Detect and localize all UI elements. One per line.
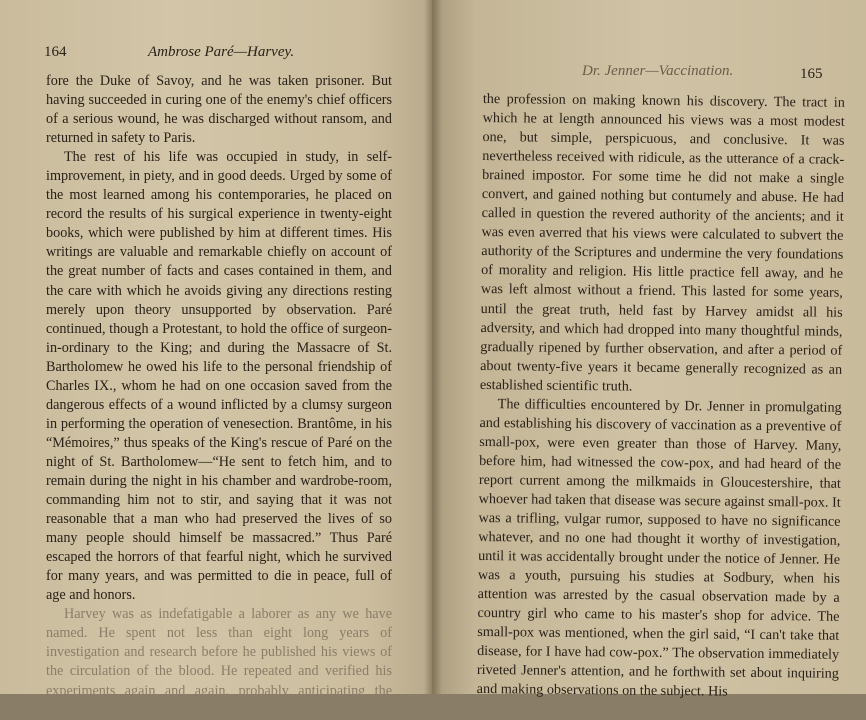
left-paragraph-2: The rest of his life was occupied in study, in self-improvement, in piety, and in good deeds. Urged by some of the most learned among his contemporaries, he placed on record the results of his surgical experience in twenty-eight books, which were published by him at different times. His writings are valuable and remarkable chiefly on account of the great number of facts and cases contained in them, and the care with which he avoids giving any directions resting merely upon theory unsupported by observation. Paré continued, though a Protestant, to hold the office of surgeon-in-ordinary to the King; and during the Massacre of St. Bartholomew he owed his life to the personal friendship of Charles IX., whom he had on one occasion saved from the dangerous effects of a wound inflicted by a clumsy surgeon in performing the operation of venesection. Brantôme, in his “Mémoires,” thus speaks of the King's rescue of Paré on the night of St. Bartholomew—“He sent to fetch him, and to remain during the night in his chamber and wardrobe-room, commanding him not to stir, and saying that it was not reasonable that a man who had preserved the lives of so many people should himself be massacred.” Thus Paré escaped the horrors of that fearful night, which he survived for many years, and was permitted to die in peace, full of age and honors. bbox=[46, 149, 392, 604]
right-page-body bbox=[477, 90, 845, 703]
left-paragraph-1: fore the Duke of Savoy, and he was taken prisoner. But having succeeded in curing one of the enemy's chief officers of a serious wound, he was discharged without ransom, and returned in safety to Paris. bbox=[46, 73, 392, 147]
left-running-title: Ambrose Paré—Harvey. bbox=[148, 44, 295, 60]
left-page bbox=[0, 0, 432, 718]
right-paragraph-2: The difficulties encountered by Dr. Jenner in promulgating and establishing his discovery of vaccination as a preventive of small-pox, were even greater than those of Harvey. Many, before him, had witnessed the cow-pox, and had heard of the report current among the milkmaids in Gloucestershire, that whoever had taken that disease was secure against small-pox. It was a trifling, vulgar rumor, supposed to have no significance whatever, and no one had thought it worthy of investigation, until it was accidentally brought under the notice of Jenner. He was a youth, pursuing his studies at Sodbury, when his attention was arrested by the casual observation made by a country girl who came to his master's shop for advice. The small-pox was mentioned, when the girl said, “I can't take that disease, for I have had cow-pox.” The observation immediately riveted Jenner's attention, and he forthwith set about inquiring and making observations on the subject. His bbox=[476, 395, 842, 701]
book-gutter bbox=[424, 0, 442, 694]
right-paragraph-1: the profession on making known his discovery. The tract in which he at length announced his views was a most modest one, but simple, perspicuous, and conclusive. It was nevertheless received with ridicule, as the utterance of a crack-brained impostor. For some time he did not make a single convert, and gained nothing but contumely and abuse. He had called in question the revered authority of the ancients; and it was even averred that his views were calculated to subvert the authority of the Scriptures and undermine the very foundations of morality and religion. His little practice fell away, and he was left almost without a friend. This lasted for some years, until the great truth, held fast by Harvey amidst all his adversity, and which had dropped into many thoughtful minds, gradually ripened by further observation, and after a period of about twenty-five years it became generally recognized as an established scientific truth. bbox=[479, 90, 845, 395]
left-paragraph-3: Harvey was as indefatigable a laborer as any we have named. He spent not less than eight long years of investigation and research before he published his views of the circulation of the blood. He repeated and verified his experiments again and again, probably anticipating the opposition he would have to encounter from bbox=[46, 606, 392, 718]
left-page-number: 164 bbox=[44, 44, 67, 60]
left-page-body bbox=[46, 72, 392, 720]
right-page bbox=[432, 0, 866, 701]
right-running-title: Dr. Jenner—Vaccination. bbox=[582, 63, 734, 79]
right-page-number: 165 bbox=[800, 66, 823, 82]
